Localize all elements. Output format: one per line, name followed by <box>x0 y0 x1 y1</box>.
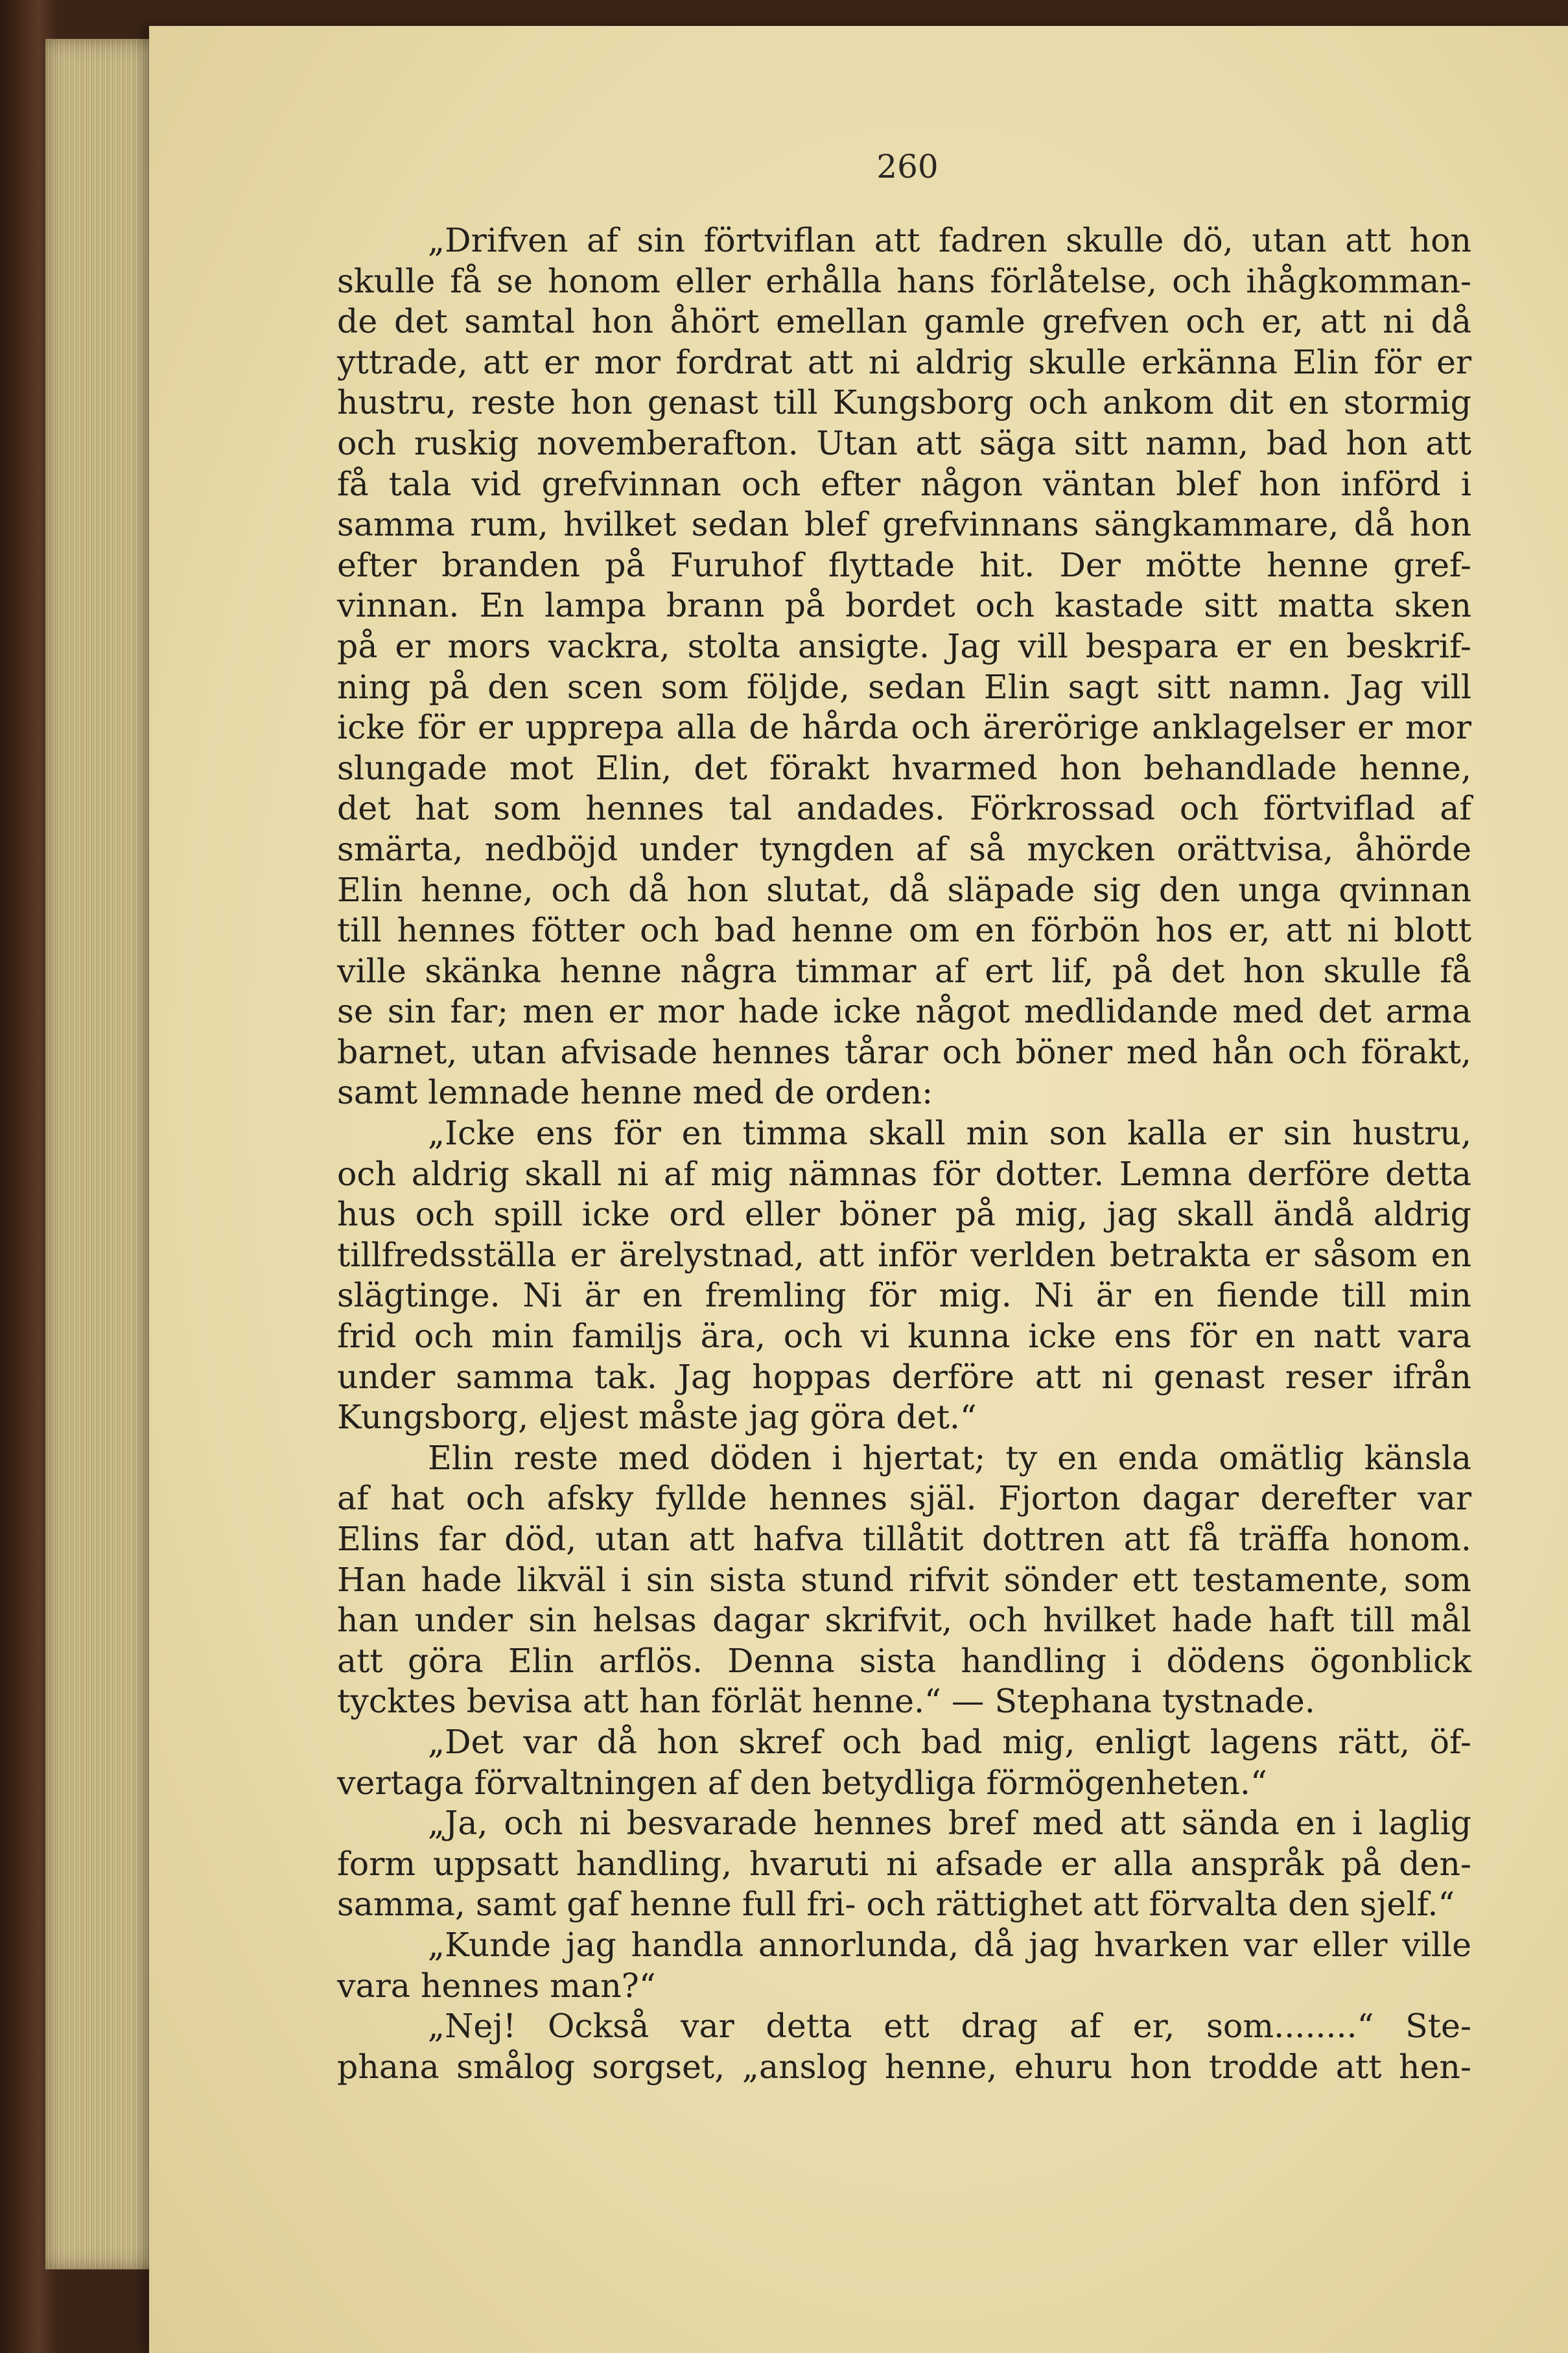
text-line: se sin far; men er mor hade icke något medlidande med det arma <box>337 992 1471 1031</box>
text-line: Elins far död, utan att hafva tillåtit dottren att få träffa honom. <box>337 1520 1471 1558</box>
text-line: slungade mot Elin, det förakt hvarmed hon behandlade henne, <box>337 748 1471 787</box>
text-line: form uppsatt handling, hvaruti ni afsade er alla anspråk på den- <box>337 1844 1471 1883</box>
text-line: tycktes bevisa att han förlät henne.“ — Stephana tystnade. <box>337 1682 1315 1721</box>
text-line: slägtinge. Ni är en fremling för mig. Ni är en fiende till min <box>337 1276 1471 1315</box>
text-line: hustru, reste hon genast till Kungsborg och ankom dit en stormig <box>337 383 1471 422</box>
text-line: Elin reste med döden i hjertat; ty en enda omätlig känsla <box>428 1438 1471 1477</box>
text-line: under samma tak. Jag hoppas derföre att ni genast reser ifrån <box>337 1357 1471 1396</box>
text-line: phana smålog sorgset, „anslog henne, ehuru hon trodde att hen- <box>337 2047 1471 2086</box>
text-line: frid och min familjs ära, och vi kunna icke ens för en natt vara <box>337 1317 1471 1356</box>
page-number: 260 <box>876 148 939 185</box>
text-line: få tala vid grefvinnan och efter någon väntan blef hon införd i <box>337 464 1471 503</box>
text-line: „Drifven af sin förtviflan att fadren skulle dö, utan att hon <box>428 221 1471 259</box>
text-line: yttrade, att er mor fordrat att ni aldrig skulle erkänna Elin för er <box>337 342 1471 381</box>
text-line: Han hade likväl i sin sista stund rifvit sönder ett testamente, som <box>337 1560 1471 1599</box>
text-line: tillfredsställa er ärelystnad, att inför verlden betrakta er såsom en <box>337 1235 1471 1274</box>
text-line: vertaga förvaltningen af den betydliga förmögenheten.“ <box>337 1763 1267 1802</box>
text-line: icke för er upprepa alla de hårda och ärerörige anklagelser er mor <box>337 708 1471 747</box>
text-line: det hat som hennes tal andades. Förkrossad och förtviflad af <box>337 789 1471 828</box>
text-line: ville skänka henne några timmar af ert lif, på det hon skulle få <box>337 951 1471 990</box>
text-line: efter branden på Furuhof flyttade hit. Der mötte henne gref- <box>337 545 1471 584</box>
text-line: samt lemnade henne med de orden: <box>337 1073 933 1112</box>
text-line: vinnan. En lampa brann på bordet och kastade sitt matta sken <box>337 586 1471 625</box>
text-line: barnet, utan afvisade hennes tårar och böner med hån och förakt, <box>337 1032 1471 1071</box>
text-line: „Nej! Också var detta ett drag af er, som........“ Ste- <box>428 2007 1471 2046</box>
text-line: samma, samt gaf henne full fri- och rättighet att förvalta den sjelf.“ <box>337 1885 1455 1924</box>
text-line: och aldrig skall ni af mig nämnas för dotter. Lemna derföre detta <box>337 1154 1471 1193</box>
text-line: „Icke ens för en timma skall min son kalla er sin hustru, <box>428 1114 1471 1153</box>
text-line: Elin henne, och då hon slutat, då släpade sig den unga qvinnan <box>337 870 1471 909</box>
text-line: „Kunde jag handla annorlunda, då jag hvarken var eller ville <box>428 1925 1471 1964</box>
text-line: hus och spill icke ord eller böner på mig, jag skall ändå aldrig <box>337 1195 1471 1234</box>
text-line: Kungsborg, eljest måste jag göra det.“ <box>337 1398 977 1437</box>
text-line: att göra Elin arflös. Denna sista handling i dödens ögonblick <box>337 1641 1471 1680</box>
text-line: de det samtal hon åhört emellan gamle grefven och er, att ni då <box>337 302 1471 341</box>
text-line: han under sin helsas dagar skrifvit, och hvilket hade haft till mål <box>337 1601 1471 1640</box>
text-line: samma rum, hvilket sedan blef grefvinnans sängkammare, då hon <box>337 505 1471 544</box>
text-line: smärta, nedböjd under tyngden af så mycken orättvisa, åhörde <box>337 829 1471 868</box>
text-line: på er mors vackra, stolta ansigte. Jag vill bespara er en beskrif- <box>337 626 1471 665</box>
text-line: „Det var då hon skref och bad mig, enligt lagens rätt, öf- <box>428 1722 1471 1761</box>
text-line: skulle få se honom eller erhålla hans förlåtelse, och ihågkomman- <box>337 261 1471 300</box>
text-line: „Ja, och ni besvarade hennes bref med att sända en i laglig <box>428 1804 1471 1843</box>
text-line: vara hennes man?“ <box>337 1966 656 2005</box>
text-line: till hennes fötter och bad henne om en förbön hos er, att ni blott <box>337 911 1471 950</box>
text-line: och ruskig novemberafton. Utan att säga sitt namn, bad hon att <box>337 423 1471 462</box>
text-line: ning på den scen som följde, sedan Elin sagt sitt namn. Jag vill <box>337 667 1471 706</box>
text-line: af hat och afsky fyllde hennes själ. Fjorton dagar derefter var <box>337 1479 1471 1518</box>
body-text <box>337 220 1471 2087</box>
